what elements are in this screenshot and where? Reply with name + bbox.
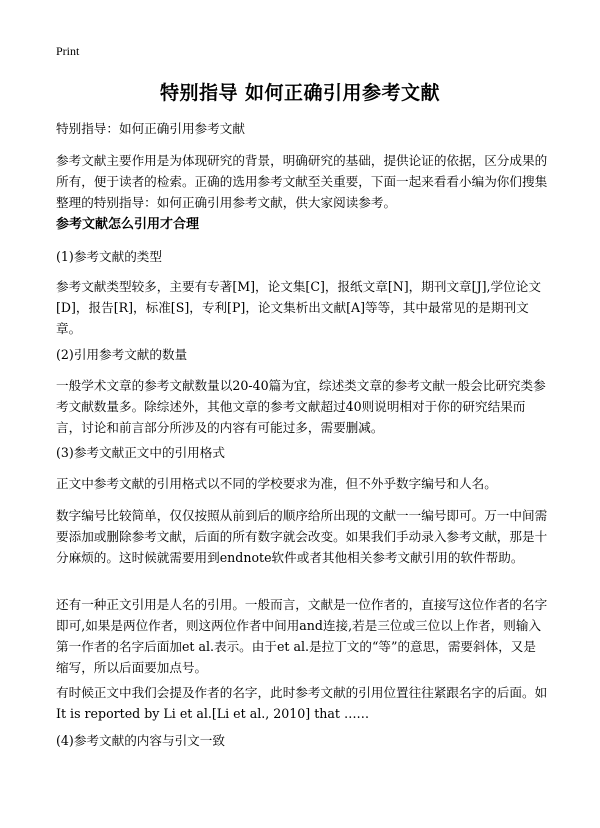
section-1-heading: (1)参考文献的类型 [56, 249, 162, 264]
section-heading: 参考文献怎么引用才合理 [56, 217, 200, 232]
section-3-paragraph-4: 有时候正文中我们会提及作者的名字，此时参考文献的引用位置往往紧跟名字的后面。如It is reported by Li et al.[Li et al., 2010] that …… [56, 685, 548, 721]
section-3-paragraph-1: 正文中参考文献的引用格式以不同的学校要求为准，但不外乎数字编号和人名。 [56, 476, 497, 491]
section-4-heading: (4)参考文献的内容与引文一致 [56, 733, 225, 748]
subtitle: 特别指导：如何正确引用参考文献 [56, 121, 245, 136]
section-2-paragraph: 一般学术文章的参考文献数量以20-40篇为宜，综述类文章的参考文献一般会比研究类参考文献数量多。除综述外，其他文章的参考文献超过40则说明相对于你的研究结果而言，讨论和前言部分所涉及的内容有可能过多，需要删减。 [56, 378, 546, 435]
section-3-paragraph-2: 数字编号比较简单，仅仅按照从前到后的顺序给所出现的文献一一编号即可。万一中间需要添加或删除参考文献，后面的所有数字就会改变。如果我们手动录入参考文献，那是十分麻烦的。这时候就需要用到endnote软件或者其他相关参考文献引用的软件帮助。 [56, 508, 548, 565]
intro-paragraph: 参考文献主要作用是为体现研究的背景，明确研究的基础，提供论证的依据，区分成果的所有，便于读者的检索。正确的选用参考文献至关重要，下面一起来看看小编为你们搜集整理的特别指导：如何正确引用参考文献，供大家阅读参考。 [56, 153, 548, 210]
section-2-heading: (2)引用参考文献的数量 [56, 347, 188, 362]
section-3-paragraph-3: 还有一种正文引用是人名的引用。一般而言，文献是一位作者的，直接写这位作者的名字即可,如果是两位作者，则这两位作者中间用and连接,若是三位或三位以上作者，则输入第一作者的名字后面加et al.表示。由于et al.是拉丁文的“等”的意思，需要斜体，又是缩写，所以后面要加点号。 [56, 597, 548, 675]
page-title: 特别指导 如何正确引用参考文献 [159, 82, 441, 104]
print-label: Print [56, 44, 80, 58]
section-3-heading: (3)参考文献正文中的引用格式 [56, 445, 225, 460]
section-1-paragraph: 参考文献类型较多，主要有专著[M]，论文集[C]，报纸文章[N]，期刊文章[J],学位论文[D]，报告[R]，标准[S]，专利[P]，论文集析出文献[A]等等，其中最常见的是期刊文章。 [56, 279, 541, 336]
